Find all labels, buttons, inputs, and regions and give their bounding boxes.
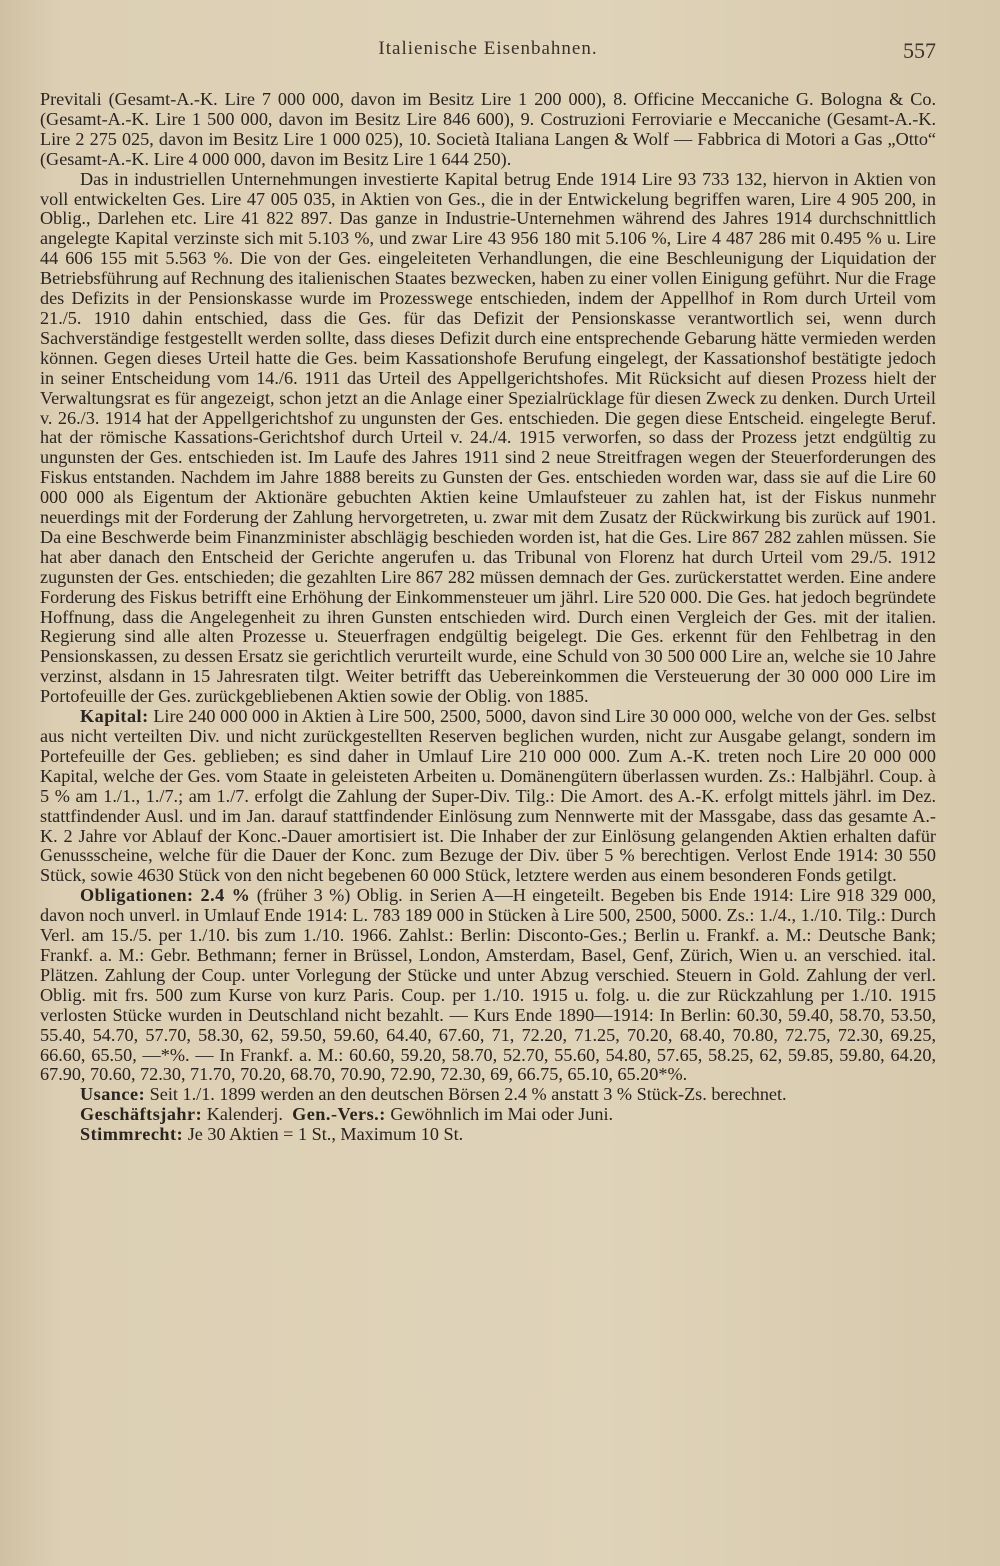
gen-vers-label: Gen.-Vers.: <box>292 1104 386 1125</box>
obligationen-label: Obligationen: 2.4 % <box>80 885 251 906</box>
section-kapital <box>40 707 936 886</box>
body-text <box>40 90 936 1145</box>
usance-text: Seit 1./1. 1899 werden an den deutschen Börsen 2.4 % anstatt 3 % Stück-Zs. berechnet. <box>149 1084 787 1105</box>
page-header <box>40 38 936 68</box>
running-title: Italienische Eisenbahnen. <box>378 38 598 59</box>
usance-label: Usance: <box>80 1084 146 1105</box>
obligationen-text: (früher 3 %) Oblig. in Serien A—H eingeteilt. Begeben bis Ende 1914: Lire 918 329 000, davon noch unverl. in Umlauf Ende 1914: L. 783 189 000 in Stücken à Lire 500, 2500, 5000. Zs.: 1./4., 1./10. Tilg.: Durch Verl. am 15./5. per 1./10. bis zum 1./10. 1966. Zahlst.: Berlin: Disconto-Ges.; Berlin u. Frankf. a. M.: Deutsche Bank; Frankf. a. M.: Gebr. Bethmann; ferner in Brüssel, London, Amsterdam, Basel, Genf, Zürich, Wien u. an verschied. ital. Plätzen. Zahlung der Coup. unter Vorlegung der Stücke und unter Abzug verschied. Steuern in Gold. Zahlung der verl. Oblig. mit frs. 500 zum Kurse von kurz Paris. Coup. per 1./10. 1915 u. folg. u. die zur Rückzahlung per 1./10. 1915 verlosten Stücke wurden in Deutschland nicht bezahlt. — Kurs Ende 1890—1914: In Berlin: 60.30, 59.40, 58.70, 53.50, 55.40, 54.70, 57.70, 58.30, 62, 59.50, 59.60, 64.40, 67.60, 71, 72.20, 71.25, 70.20, 68.40, 70.80, 72.75, 72.30, 69.25, 66.60, 65.50, —*%. — In Frankf. a. M.: 60.60, 59.20, 58.70, 52.70, 55.60, 54.80, 57.65, 58.25, 62, 59.85, 59.80, 64.20, 67.90, 70.60, 72.30, 71.70, 70.20, 68.70, 70.90, 72.90, 72.30, 69, 66.75, 65.10, 65.20*%. <box>40 885 936 1085</box>
gen-vers-text: Gewöhnlich im Mai oder Juni. <box>390 1104 614 1125</box>
geschaeftsjahr-text: Kalenderj. <box>206 1104 283 1125</box>
paragraph-capital-investment: Das in industriellen Unternehmungen investierte Kapital betrug Ende 1914 Lire 93 733 132, hiervon in Aktien von voll entwickelten Ges. Lire 47 005 035, in Aktien von Ges., die in der Entwickelung begriffen waren, Lire 4 905 200, in Oblig., Darlehen etc. Lire 41 822 897. Das ganze in Industrie-Unternehmen während des Jahres 1914 durchschnittlich angelegte Kapital verzinste sich mit 5.103 %, und zwar Lire 43 956 180 mit 5.106 %, Lire 4 487 286 mit 0.495 % u. Lire 44 606 155 mit 5.563 %. Die von der Ges. eingeleiteten Verhandlungen, die eine Beschleunigung der Liquidation der Betriebsführung auf Rechnung des italienischen Staates bezwecken, haben zu einer vollen Einigung geführt. Nur die Frage des Defizits in der Pensionskasse wurde im Prozesswege entschieden, indem der Appellhof in Rom durch Urteil vom 21./5. 1910 dahin entschied, dass die Ges. für das Defizit der Pensionskasse verantwortlich sei, wenn durch Sachverständige festgestellt werden sollte, dass dieses Defizit durch eine entsprechende Gebarung hätte vermieden werden können. Gegen dieses Urteil hatte die Ges. beim Kassationshofe Berufung eingelegt, der Kassationshof bestätigte jedoch in seiner Entscheidung vom 14./6. 1911 das Urteil des Appellgerichtshofes. Mit Rücksicht auf diesen Prozess hielt der Verwaltungsrat es für angezeigt, schon jetzt an die Anlage einer Spezialrücklage für diesen Zweck zu denken. Durch Urteil v. 26./3. 1914 hat der Appellgerichtshof zu ungunsten der Ges. entschieden. Die gegen diese Entscheid. eingelegte Beruf. hat der römische Kassations-Gerichtshof durch Urteil v. 24./4. 1915 verworfen, so dass der Prozess jetzt endgültig zu ungunsten der Ges. entschieden ist. Im Laufe des Jahres 1911 sind 2 neue Streitfragen wegen der Steuerforderungen des Fiskus entstanden. Nachdem im Jahre 1888 bereits zu Gunsten der Ges. entschieden worden war, dass sie auf die Lire 60 000 000 als Eigentum der Aktionäre gebuchten Aktien keine Umlaufsteuer zu zahlen hat, ist der Fiskus nunmehr neuerdings mit der Forderung der Zahlung hervorgetreten, u. zwar mit dem Zusatz der Rückwirkung bis zurück auf 1901. Da eine Beschwerde beim Finanzminister abschlägig beschieden worden ist, hat die Ges. Lire 867 282 zahlen müssen. Sie hat aber danach den Entscheid der Gerichte angerufen u. das Tribunal von Florenz hat durch Urteil vom 29./5. 1912 zugunsten der Ges. entschieden; die gezahlten Lire 867 282 müssen demnach der Ges. zurückerstattet werden. Eine andere Forderung des Fiskus betrifft eine Erhöhung der Einkommensteuer um jährl. Lire 520 000. Die Ges. hat jedoch begründete Hoffnung, dass die Angelegenheit zu ihren Gunsten entschieden wird. Durch einen Vergleich der Ges. mit der italien. Regierung sind alle alten Prozesse u. Steuerfragen endgültig beigelegt. Die Ges. erkennt für den Fehlbetrag in den Pensionskassen, zu dessen Ersatz sie gerichtlich verurteilt wurde, eine Schuld von 30 500 000 Lire an, welche sie 10 Jahre verzinst, alsdann in 15 Jahresraten tilgt. Weiter betrifft das Uebereinkommen die Versteuerung der 30 000 000 Lire im Portofeuille der Ges. zurückgebliebenen Aktien sowie der Oblig. von 1885. <box>40 168 936 707</box>
geschaeftsjahr-label: Geschäftsjahr: <box>80 1104 203 1125</box>
kapital-text: Lire 240 000 000 in Aktien à Lire 500, 2500, 5000, davon sind Lire 30 000 000, welche von der Ges. selbst aus nicht verteilten Div. und nicht zurückgestellten Reserven beglichen wurden, nicht zur Ausgabe gelangt, sondern im Portefeuille der Ges. geblieben; es sind daher in Umlauf Lire 210 000 000. Zum A.-K. treten noch Lire 20 000 000 Kapital, welche der Ges. vom Staate in geleisteten Arbeiten u. Domänengütern überlassen wurden. Zs.: Halbjährl. Coup. à 5 % am 1./1., 1./7.; am 1./7. erfolgt die Zahlung der Super-Div. Tilg.: Die Amort. des A.-K. erfolgt mittels jährl. im Dez. stattfindender Ausl. und im Jan. darauf stattfindender Einlösung zum Nennwerte mit der Massgabe, dass das gesamte A.-K. 2 Jahre vor Ablauf der Konc.-Dauer amortisiert ist. Die Inhaber der zur Einlösung gelangenden Aktien erhalten dafür Genussscheine, welche für die Dauer der Konc. zum Bezuge der Div. über 5 % berechtigen. Verlost Ende 1914: 30 550 Stück, sowie 4630 Stück von den nicht begebenen 60 000 Stück, letztere werden aus einem besonderen Fonds getilgt. <box>40 706 937 886</box>
section-obligationen <box>40 886 936 1085</box>
kapital-label: Kapital: <box>80 706 149 727</box>
paragraph-continuation: Previtali (Gesamt-A.-K. Lire 7 000 000, davon im Besitz Lire 1 200 000), 8. Officine Meccaniche G. Bologna & Co. (Gesamt-A.-K. Lire 1 500 000, davon im Besitz Lire 846 600), 9. Costruzioni Ferroviarie e Meccaniche (Gesamt-A.-K. Lire 2 275 025, davon im Besitz Lire 1 000 025), 10. Società Italiana Langen & Wolf — Fabbrica di Motori a Gas „Otto“ (Gesamt-A.-K. Lire 4 000 000, davon im Besitz Lire 1 644 250). <box>40 89 936 169</box>
section-stimmrecht <box>40 1125 936 1145</box>
page-number: 557 <box>903 38 936 63</box>
section-usance <box>40 1085 936 1105</box>
stimmrecht-text: Je 30 Aktien = 1 St., Maximum 10 St. <box>187 1124 464 1145</box>
stimmrecht-label: Stimmrecht: <box>80 1124 184 1145</box>
section-geschaeftsjahr <box>40 1105 936 1125</box>
